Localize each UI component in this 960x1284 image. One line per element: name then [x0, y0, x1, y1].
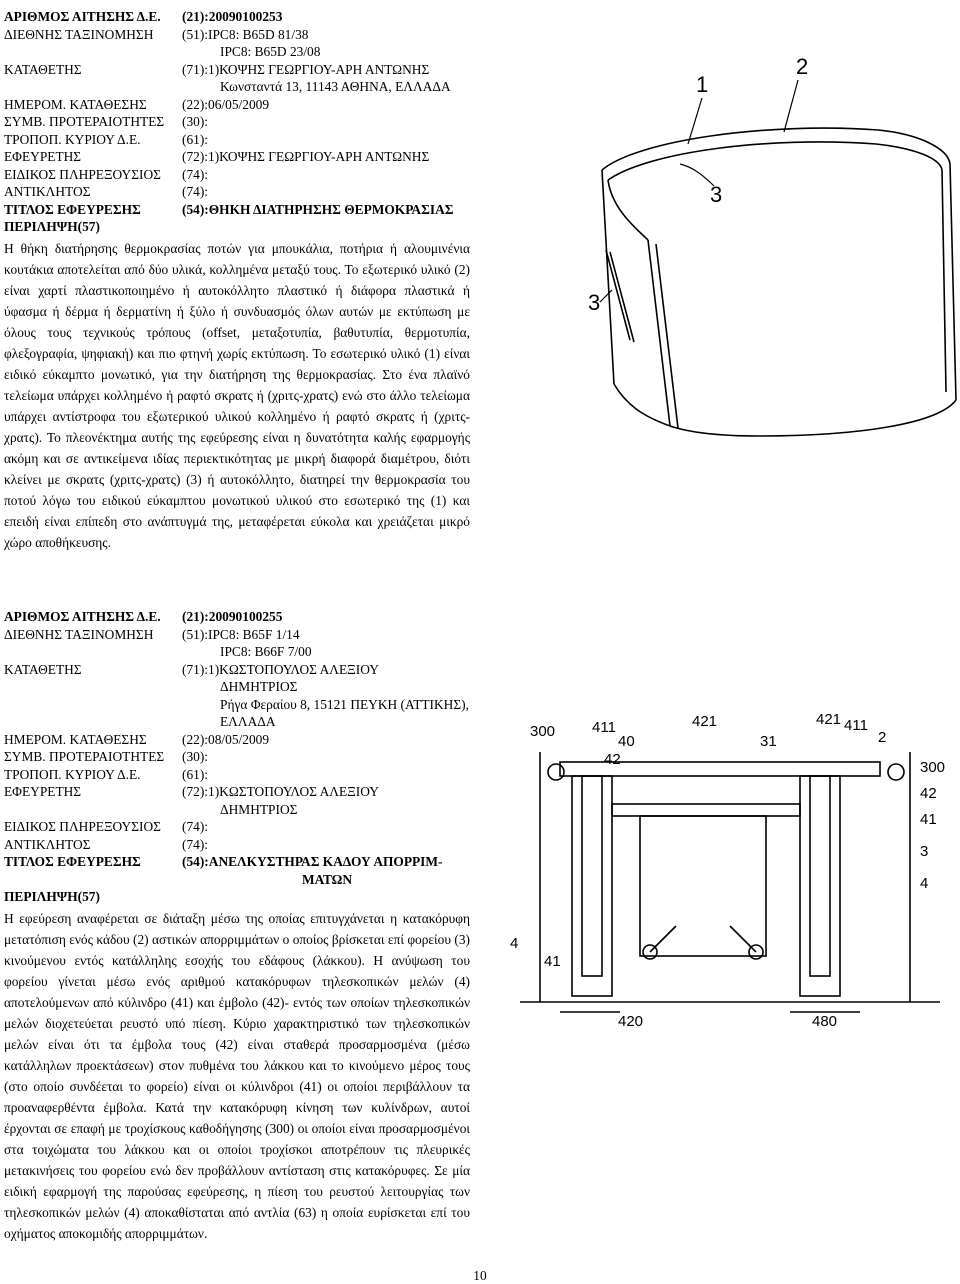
metadata-value: (74): [182, 184, 209, 199]
metadata-value: (74): [182, 166, 209, 182]
metadata-label: ΑΝΤΙΚΛΗΤΟΣ [4, 836, 91, 852]
figure-label-2: 2 [878, 729, 887, 746]
metadata-row [4, 201, 604, 219]
metadata-value: (54):ΘΗΚΗ ΔΙΑΤΗΡΗΣΗΣ ΘΕΡΜΟΚΡΑΣΙΑΣ [182, 201, 454, 217]
metadata-value: ΔΗΜΗΤΡΙΟΣ [220, 679, 298, 694]
metadata-label: ΚΑΤΑΘΕΤΗΣ [4, 61, 82, 77]
figure-label-300b: 300 [920, 759, 946, 776]
metadata-value: ΔΗΜΗΤΡΙΟΣ [220, 801, 298, 817]
metadata-value: (61): [182, 766, 209, 782]
abstract-text: Η θήκη διατήρησης θερμοκρασίας ποτών για μπουκάλια, ποτήρια ή αλουμινένια κουτάκια αποτελείται από δύο υλικά, κολλημένα μεταξύ τους. Το εξωτερικό υλικό (2) είναι χαρτί πλαστικοποιημένο ή αυτοκόλλητο πλαστικό ή διάφορα πλαστικά ή ύφασμα ή δέρμα ή δερματίνη ή ξύλο ή συνδυασμός όλων αυτών με εκτύπωση με όλους τους τεχνικούς τρόπους (offset, μεταξοτυπία, βαθυτυπία, θερμοτυπία, φλεξογραφία, ψηφιακή) και πιο φτηνή χωρίς εκτύπωση. Το εσωτερικό υλικό (1) είναι ειδικό εύκαμπτο μονωτικό, για την διατήρηση της θερμοκρασίας. Στο ένα πλαϊνό τελείωμα υπάρχει κολλημένο ή ραφτό σκρατς ή (χριτς-χρατς) ενώ στο άλλο τελείωμα υπάρχει αντίστροφα του εξωτερικού υλικού κολλημένο ή ραφτό σκρατς ή (χριτς-χρατς). Το πλεονέκτημα αυτής της εφεύρεσης είναι η δυνατότητα καλής εφαρμογής ακόμη και σε αντικείμενα ιδίας περιεκτικότητας με μικρή διαφορά διαμέτρου, διότι κλείνει με σκρατς (χριτς-χρατς) (3) ή αυτοκόλλητο, διατηρεί την θερμοκρασία του ποτού λόγω του ειδικού εύκαμπτου μονωτικού υλικού στο εσωτερικό της (1) και επειδή είναι επίπεδη στο ανάπτυγμά της, μεταφέρεται εύκολα και χρειάζεται μικρό χώρο αποθήκευσης. [4, 241, 470, 550]
metadata-label: ΑΡΙΘΜΟΣ ΑΙΤΗΣΗΣ Δ.Ε. [4, 609, 161, 624]
metadata-row [4, 183, 604, 201]
figure-label-3: 3 [920, 843, 929, 860]
metadata-value: Κωνσταντά 13, 11143 ΑΘΗΝΑ, ΕΛΛΑΔΑ [220, 79, 451, 94]
figure-label-42b: 42 [920, 785, 937, 802]
figure-label-411a: 411 [592, 719, 616, 736]
metadata-label: ΣΥΜΒ. ΠΡΟΤΕΡΑΙΟΤΗΤΕΣ [4, 114, 165, 129]
metadata-label: ΑΡΙΘΜΟΣ ΑΙΤΗΣΗΣ Δ.Ε. [4, 9, 161, 24]
figure-label-40: 40 [618, 733, 635, 750]
metadata-label: ΗΜΕΡΟΜ. ΚΑΤΑΘΕΣΗΣ [4, 96, 147, 112]
metadata-value: ΜΑΤΩΝ [301, 871, 353, 887]
metadata-label: ΔΙΕΘΝΗΣ ΤΑΞΙΝΟΜΗΣΗ [4, 626, 154, 642]
figure-label-411b: 411 [844, 717, 868, 734]
metadata-label: ΤΡΟΠΟΠ. ΚΥΡΙΟΥ Δ.Ε. [4, 131, 141, 147]
metadata-value: (30): [182, 114, 209, 129]
figure-label-3: 3 [710, 182, 723, 207]
figure-label-3b: 3 [588, 290, 601, 315]
metadata-label: ΕΙΔΙΚΟΣ ΠΛΗΡΕΞΟΥΣΙΟΣ [4, 166, 161, 182]
metadata-row [4, 661, 604, 679]
metadata-row [4, 8, 604, 26]
page-number: 10 [473, 1268, 487, 1283]
metadata-value: Ρήγα Φεραίου 8, 15121 ΠΕΥΚΗ (ΑΤΤΙΚΗΣ), [220, 696, 469, 712]
metadata-value: (51):IPC8: B65F 1/14 [182, 626, 300, 642]
metadata-value: (54):ΑΝΕΛΚΥΣΤΗΡΑΣ ΚΑΔΟΥ ΑΠΟΡΡΙΜ- [182, 854, 443, 869]
metadata-label: ΣΥΜΒ. ΠΡΟΤΕΡΑΙΟΤΗΤΕΣ [4, 749, 165, 764]
entry-1-figure-drawing [578, 40, 958, 440]
metadata-value: (30): [182, 749, 209, 764]
figure-label-41b: 41 [544, 953, 561, 970]
metadata-label: ΤΙΤΛΟΣ ΕΦΕΥΡΕΣΗΣ [4, 854, 141, 869]
metadata-label [4, 43, 182, 61]
metadata-label [4, 713, 182, 731]
metadata-row [4, 678, 604, 696]
metadata-label: ΕΦΕΥΡΕΤΗΣ [4, 149, 82, 164]
metadata-label: ΑΝΤΙΚΛΗΤΟΣ [4, 184, 91, 199]
lift-drawing [500, 712, 960, 1030]
metadata-value: (74): [182, 819, 209, 834]
metadata-value: (71):1)ΚΩΣΤΟΠΟΥΛΟΣ ΑΛΕΞΙΟΥ [182, 661, 379, 677]
metadata-value: (21):20090100253 [182, 9, 283, 24]
metadata-row [4, 643, 604, 661]
entry-1-abstract [4, 238, 470, 553]
entry-1-metadata [4, 8, 604, 236]
metadata-value: (51):IPC8: B65D 81/38 [182, 26, 309, 42]
metadata-value: IPC8: B66F 7/00 [220, 644, 312, 659]
metadata-value: (22):08/05/2009 [182, 731, 270, 747]
metadata-label [4, 78, 182, 96]
metadata-value: (22):06/05/2009 [182, 96, 270, 112]
figure-label-1: 1 [696, 72, 709, 97]
metadata-label [4, 643, 182, 661]
figure-label-421a: 421 [692, 713, 718, 730]
metadata-row [4, 78, 604, 96]
abstract-text: Η εφεύρεση αναφέρεται σε διάταξη μέσω της οποίας επιτυγχάνεται η κατακόρυφη μετατόπιση ενός κάδου (2) αστικών απορριμμάτων ο οποίος βρίσκεται επί φορείου (3) κινούμενου εντός κατάλληλης εσοχής του εδάφους (λάκκου). Η ανύψωση του φορείου γίνεται μέσω ενός αριθμού κατακόρυφων τηλεσκοπικών μελών (4) αποτελούμενων από κύλινδρο (41) και έμβολο (42)- εντός των οποίων τηλεσκοπικών μελών διοχετεύεται ρευστό υπό πίεση. Κύριο χαρακτηριστικό των τηλεσκοπικών μελών είναι ότι τα έμβολα τους (42) είναι σταθερά προσαρμοσμένα (μέσω κατάλληλων προεκτάσεων) στον πυθμένα του λάκκου και το κινούμενο μέρος τους (στο οποίο συνδέεται το φορείο) είναι οι κύλινδροι (41) οι οποίοι περιβάλλουν τα προαναφερθέντα έμβολα. Κατά την κατακόρυφη κίνηση των κυλίνδρων, αυτοί έρχονται σε επαφή με τροχίσκους καθοδήγησης (300) οι οποίοι είναι προσαρμοσμένοι στα τοιχώματα του λάκκου και οι οποίοι τροχίσκοι αποτρέπουν τις πλευρικές μετακινήσεις του φορείου ενώ δεν προβάλλουν αντίσταση στις κατακόρυφες. Σε μία ειδική εφαρμογή της παρούσας εφεύρεσης, η πίεση του ρευστού λειτουργίας των τηλεσκοπικών μελών (4) αποκαθίσταται από αντλία (63) η οποία ευρίσκεται επί του οχήματος αποκομιδής απορριμμάτων. [4, 911, 470, 1241]
metadata-label: ΤΙΤΛΟΣ ΕΦΕΥΡΕΣΗΣ [4, 201, 141, 217]
metadata-row [4, 148, 604, 166]
figure-label-4b: 4 [510, 935, 519, 952]
abstract-title: ΠΕΡΙΛΗΨΗ(57) [4, 219, 100, 234]
metadata-label [4, 801, 182, 819]
abstract-title: ΠΕΡΙΛΗΨΗ(57) [4, 889, 100, 904]
metadata-label: ΗΜΕΡΟΜ. ΚΑΤΑΘΕΣΗΣ [4, 731, 147, 747]
metadata-row [4, 166, 604, 184]
metadata-value: (74): [182, 836, 209, 852]
metadata-label: ΚΑΤΑΘΕΤΗΣ [4, 661, 82, 677]
figure-label-31: 31 [760, 733, 777, 750]
metadata-value: ΕΛΛΑΔΑ [220, 714, 276, 729]
metadata-value: (72):1)ΚΩΣΤΟΠΟΥΛΟΣ ΑΛΕΞΙΟΥ [182, 784, 379, 799]
metadata-row [4, 131, 604, 149]
metadata-row [4, 113, 604, 131]
metadata-label: ΔΙΕΘΝΗΣ ΤΑΞΙΝΟΜΗΣΗ [4, 26, 154, 42]
metadata-label [4, 678, 182, 696]
entry-2-abstract [4, 908, 470, 1244]
figure-label-480: 480 [812, 1013, 838, 1030]
figure-label-2: 2 [796, 54, 809, 79]
metadata-row [4, 61, 604, 79]
metadata-value: IPC8: B65D 23/08 [220, 44, 321, 59]
metadata-value: (21):20090100255 [182, 609, 283, 624]
metadata-row [4, 43, 604, 61]
metadata-label [4, 696, 182, 714]
metadata-row [4, 626, 604, 644]
metadata-row [4, 696, 604, 714]
metadata-value: (61): [182, 131, 209, 147]
metadata-label: ΕΦΕΥΡΕΤΗΣ [4, 784, 82, 799]
figure-label-4a: 4 [920, 875, 929, 892]
sleeve-drawing [578, 40, 958, 440]
figure-label-300a: 300 [530, 723, 556, 740]
figure-label-421b: 421 [816, 712, 842, 728]
metadata-row [4, 96, 604, 114]
entry-2-figure-drawing [500, 712, 960, 1030]
figure-label-41a: 41 [920, 811, 937, 828]
metadata-label: ΕΙΔΙΚΟΣ ΠΛΗΡΕΞΟΥΣΙΟΣ [4, 819, 161, 834]
metadata-label [4, 871, 182, 889]
metadata-value: (72):1)ΚΟΨΗΣ ΓΕΩΡΓΙΟΥ-ΑΡΗ ΑΝΤΩΝΗΣ [182, 149, 430, 164]
metadata-label: ΤΡΟΠΟΠ. ΚΥΡΙΟΥ Δ.Ε. [4, 766, 141, 782]
metadata-row [4, 608, 604, 626]
figure-label-42a: 42 [604, 751, 621, 768]
figure-label-420: 420 [618, 1013, 644, 1030]
metadata-value: (71):1)ΚΟΨΗΣ ΓΕΩΡΓΙΟΥ-ΑΡΗ ΑΝΤΩΝΗΣ [182, 61, 430, 77]
metadata-row [4, 26, 604, 44]
